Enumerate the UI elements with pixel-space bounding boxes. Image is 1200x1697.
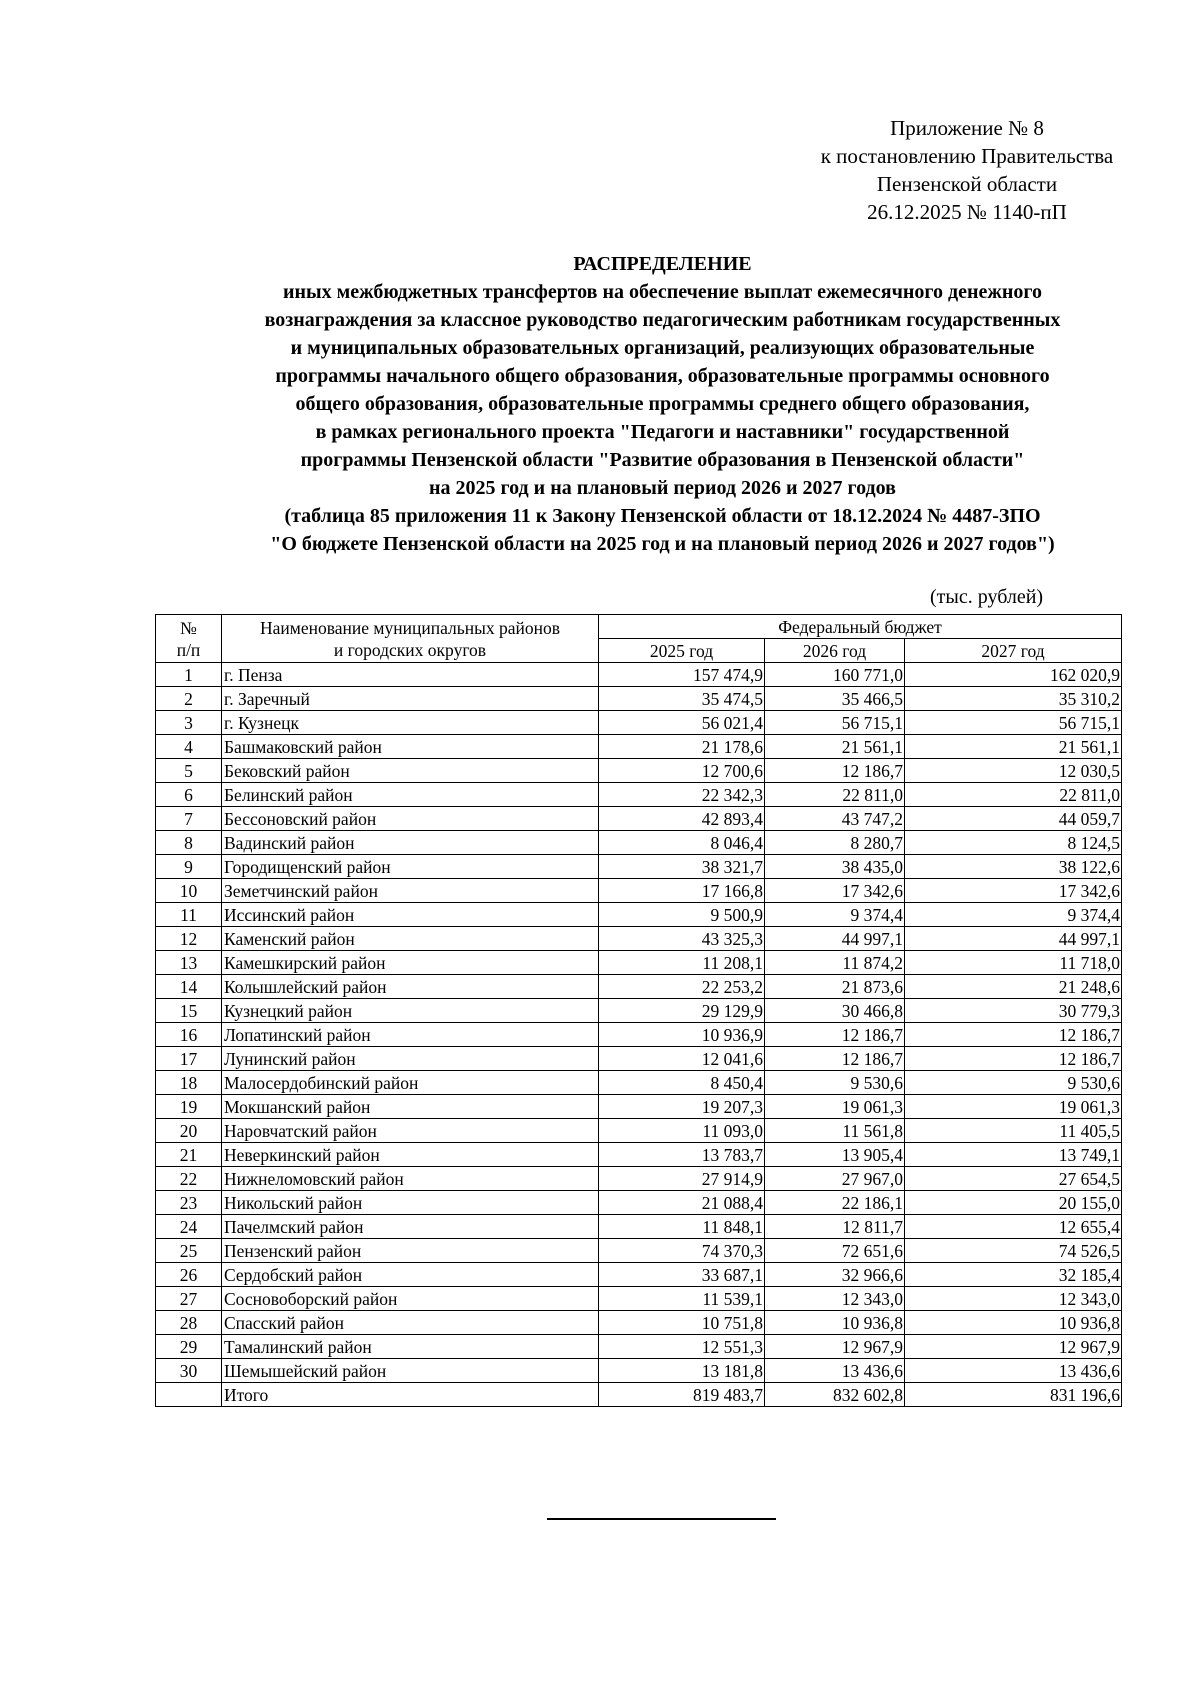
municipality-name: Кузнецкий район [222,999,599,1023]
total-2025: 819 483,7 [599,1383,765,1407]
table-row [156,1215,1122,1239]
value-2027: 12 967,9 [905,1335,1122,1359]
table-row [156,927,1122,951]
municipality-name: Наровчатский район [222,1119,599,1143]
value-2027: 74 526,5 [905,1239,1122,1263]
title-line: "О бюджете Пензенской области на 2025 год и на плановый период 2026 и 2027 годов") [270,533,1055,555]
value-2026: 160 771,0 [765,663,905,687]
value-2025: 10 751,8 [599,1311,765,1335]
value-2026: 32 966,6 [765,1263,905,1287]
header-number [156,615,222,663]
table-row [156,783,1122,807]
value-2025: 21 178,6 [599,735,765,759]
appendix-date-number: 26.12.2025 № 1140-пП [867,200,1067,224]
header-federal-budget: Федеральный бюджет [599,615,1122,639]
end-divider [547,1518,776,1520]
row-number: 13 [156,951,222,975]
municipality-name: Колышлейский район [222,975,599,999]
value-2027: 38 122,6 [905,855,1122,879]
row-number: 15 [156,999,222,1023]
value-2026: 12 343,0 [765,1287,905,1311]
value-2027: 12 343,0 [905,1287,1122,1311]
value-2025: 13 783,7 [599,1143,765,1167]
value-2027: 12 186,7 [905,1023,1122,1047]
value-2027: 27 654,5 [905,1167,1122,1191]
title-line: вознаграждения за классное руководство педагогическим работникам государственных [264,309,1061,331]
value-2025: 35 474,5 [599,687,765,711]
value-2027: 12 186,7 [905,1047,1122,1071]
row-number: 14 [156,975,222,999]
table-row [156,1239,1122,1263]
total-label: Итого [222,1383,599,1407]
value-2025: 11 093,0 [599,1119,765,1143]
table-row [156,1263,1122,1287]
row-number: 30 [156,1359,222,1383]
row-number: 26 [156,1263,222,1287]
municipality-name: г. Пенза [222,663,599,687]
value-2027: 11 718,0 [905,951,1122,975]
value-2027: 11 405,5 [905,1119,1122,1143]
value-2026: 11 874,2 [765,951,905,975]
appendix-region: Пензенской области [876,172,1058,196]
municipality-name: Спасский район [222,1311,599,1335]
table-row [156,879,1122,903]
value-2026: 9 374,4 [765,903,905,927]
value-2026: 12 967,9 [765,1335,905,1359]
value-2027: 9 530,6 [905,1071,1122,1095]
row-number: 21 [156,1143,222,1167]
row-number: 11 [156,903,222,927]
value-2025: 13 181,8 [599,1359,765,1383]
value-2026: 27 967,0 [765,1167,905,1191]
value-2025: 22 342,3 [599,783,765,807]
title-line: в рамках регионального проекта "Педагоги и наставники" государственной [315,421,1010,443]
row-number: 7 [156,807,222,831]
value-2027: 162 020,9 [905,663,1122,687]
value-2027: 22 811,0 [905,783,1122,807]
municipality-name: Сердобский район [222,1263,599,1287]
total-2027: 831 196,6 [905,1383,1122,1407]
total-number [156,1383,222,1407]
row-number: 29 [156,1335,222,1359]
distribution-table [155,614,1122,1407]
municipality-name: г. Заречный [222,687,599,711]
municipality-name: Тамалинский район [222,1335,599,1359]
value-2025: 33 687,1 [599,1263,765,1287]
value-2027: 8 124,5 [905,831,1122,855]
value-2026: 21 561,1 [765,735,905,759]
value-2025: 12 700,6 [599,759,765,783]
municipality-name: Бековский район [222,759,599,783]
value-2027: 32 185,4 [905,1263,1122,1287]
value-2025: 27 914,9 [599,1167,765,1191]
value-2027: 17 342,6 [905,879,1122,903]
table-row [156,1311,1122,1335]
value-2026: 17 342,6 [765,879,905,903]
value-2025: 9 500,9 [599,903,765,927]
municipality-name: Лунинский район [222,1047,599,1071]
value-2026: 22 186,1 [765,1191,905,1215]
header-year-2025: 2025 год [599,639,765,663]
table-row [156,1095,1122,1119]
title-line: и муниципальных образовательных организаций, реализующих образовательные [290,337,1035,359]
municipality-name: Нижнеломовский район [222,1167,599,1191]
value-2027: 19 061,3 [905,1095,1122,1119]
header-year-2027: 2027 год [905,639,1122,663]
row-number: 3 [156,711,222,735]
value-2025: 42 893,4 [599,807,765,831]
municipality-name: Малосердобинский район [222,1071,599,1095]
table-row [156,1167,1122,1191]
value-2025: 11 539,1 [599,1287,765,1311]
table-row [156,1335,1122,1359]
value-2025: 11 848,1 [599,1215,765,1239]
row-number: 1 [156,663,222,687]
value-2026: 12 186,7 [765,759,905,783]
title-heading: РАСПРЕДЕЛЕНИЕ [573,253,752,275]
row-number: 20 [156,1119,222,1143]
municipality-name: Вадинский район [222,831,599,855]
table-row [156,903,1122,927]
value-2025: 12 041,6 [599,1047,765,1071]
value-2025: 8 450,4 [599,1071,765,1095]
units-label: (тыс. рублей) [930,586,1044,608]
municipality-name: Пензенский район [222,1239,599,1263]
value-2025: 22 253,2 [599,975,765,999]
title-line: (таблица 85 приложения 11 к Закону Пензенской области от 18.12.2024 № 4487-ЗПО [284,505,1041,527]
row-number: 16 [156,1023,222,1047]
table-row [156,711,1122,735]
title-line: иных межбюджетных трансфертов на обеспечение выплат ежемесячного денежного [282,281,1043,303]
row-number: 8 [156,831,222,855]
municipality-name: Шемышейский район [222,1359,599,1383]
value-2026: 56 715,1 [765,711,905,735]
document-title [100,250,1200,558]
header-number-line1: № [180,617,197,638]
title-line: программы начального общего образования, образовательные программы основного [275,365,1050,387]
value-2026: 21 873,6 [765,975,905,999]
table-row [156,687,1122,711]
value-2027: 9 374,4 [905,903,1122,927]
municipality-name: Сосновоборский район [222,1287,599,1311]
row-number: 10 [156,879,222,903]
value-2026: 13 905,4 [765,1143,905,1167]
value-2025: 11 208,1 [599,951,765,975]
table-row [156,1143,1122,1167]
value-2025: 10 936,9 [599,1023,765,1047]
table-row [156,1023,1122,1047]
municipality-name: Башмаковский район [222,735,599,759]
title-line: программы Пензенской области "Развитие образования в Пензенской области" [300,449,1025,471]
row-number: 27 [156,1287,222,1311]
table-row [156,831,1122,855]
value-2025: 8 046,4 [599,831,765,855]
value-2025: 17 166,8 [599,879,765,903]
row-number: 12 [156,927,222,951]
municipality-name: Земетчинский район [222,879,599,903]
table-row [156,735,1122,759]
value-2027: 35 310,2 [905,687,1122,711]
value-2026: 43 747,2 [765,807,905,831]
value-2027: 30 779,3 [905,999,1122,1023]
value-2026: 12 186,7 [765,1023,905,1047]
row-number: 25 [156,1239,222,1263]
municipality-name: Бессоновский район [222,807,599,831]
row-number: 9 [156,855,222,879]
value-2025: 21 088,4 [599,1191,765,1215]
value-2025: 157 474,9 [599,663,765,687]
value-2026: 35 466,5 [765,687,905,711]
value-2026: 9 530,6 [765,1071,905,1095]
municipality-name: Каменский район [222,927,599,951]
header-number-line2: п/п [176,639,201,660]
municipality-name: г. Кузнецк [222,711,599,735]
value-2026: 8 280,7 [765,831,905,855]
value-2026: 72 651,6 [765,1239,905,1263]
row-number: 24 [156,1215,222,1239]
table-row [156,975,1122,999]
table-row [156,855,1122,879]
value-2027: 56 715,1 [905,711,1122,735]
row-number: 28 [156,1311,222,1335]
table-row [156,1071,1122,1095]
row-number: 23 [156,1191,222,1215]
municipality-name: Лопатинский район [222,1023,599,1047]
value-2027: 10 936,8 [905,1311,1122,1335]
table-body [156,663,1122,1407]
table-row [156,1047,1122,1071]
title-line: общего образования, образовательные программы среднего общего образования, [295,393,1030,415]
value-2025: 56 021,4 [599,711,765,735]
value-2026: 44 997,1 [765,927,905,951]
value-2027: 44 997,1 [905,927,1122,951]
value-2026: 30 466,8 [765,999,905,1023]
appendix-decree: к постановлению Правительства [820,144,1114,168]
value-2026: 22 811,0 [765,783,905,807]
row-number: 5 [156,759,222,783]
table-header [156,615,1122,663]
municipality-name: Мокшанский район [222,1095,599,1119]
value-2026: 12 186,7 [765,1047,905,1071]
header-name [222,615,599,663]
value-2026: 12 811,7 [765,1215,905,1239]
municipality-name: Пачелмский район [222,1215,599,1239]
table-row [156,807,1122,831]
value-2025: 12 551,3 [599,1335,765,1359]
value-2027: 12 655,4 [905,1215,1122,1239]
municipality-name: Неверкинский район [222,1143,599,1167]
value-2027: 13 749,1 [905,1143,1122,1167]
row-number: 19 [156,1095,222,1119]
value-2027: 21 561,1 [905,735,1122,759]
table-row [156,663,1122,687]
value-2025: 19 207,3 [599,1095,765,1119]
municipality-name: Камешкирский район [222,951,599,975]
row-number: 17 [156,1047,222,1071]
value-2026: 19 061,3 [765,1095,905,1119]
value-2025: 29 129,9 [599,999,765,1023]
appendix-header [796,114,1138,226]
title-line: на 2025 год и на плановый период 2026 и 2027 годов [429,477,896,499]
row-number: 18 [156,1071,222,1095]
value-2026: 11 561,8 [765,1119,905,1143]
table-row [156,1359,1122,1383]
total-row [156,1383,1122,1407]
total-2026: 832 602,8 [765,1383,905,1407]
municipality-name: Городищенский район [222,855,599,879]
value-2027: 13 436,6 [905,1359,1122,1383]
table-row [156,759,1122,783]
value-2027: 12 030,5 [905,759,1122,783]
value-2025: 74 370,3 [599,1239,765,1263]
value-2027: 20 155,0 [905,1191,1122,1215]
header-name-line1: Наименование муниципальных районов [260,617,560,638]
table-row [156,951,1122,975]
row-number: 4 [156,735,222,759]
row-number: 2 [156,687,222,711]
municipality-name: Белинский район [222,783,599,807]
municipality-name: Иссинский район [222,903,599,927]
value-2025: 43 325,3 [599,927,765,951]
value-2025: 38 321,7 [599,855,765,879]
municipality-name: Никольский район [222,1191,599,1215]
value-2026: 38 435,0 [765,855,905,879]
table-row [156,1119,1122,1143]
value-2027: 44 059,7 [905,807,1122,831]
value-2027: 21 248,6 [905,975,1122,999]
table-row [156,1287,1122,1311]
appendix-number: Приложение № 8 [890,116,1044,140]
row-number: 6 [156,783,222,807]
header-year-2026: 2026 год [765,639,905,663]
value-2026: 13 436,6 [765,1359,905,1383]
header-name-line2: и городских округов [333,639,487,660]
table-row [156,1191,1122,1215]
table-row [156,999,1122,1023]
row-number: 22 [156,1167,222,1191]
value-2026: 10 936,8 [765,1311,905,1335]
